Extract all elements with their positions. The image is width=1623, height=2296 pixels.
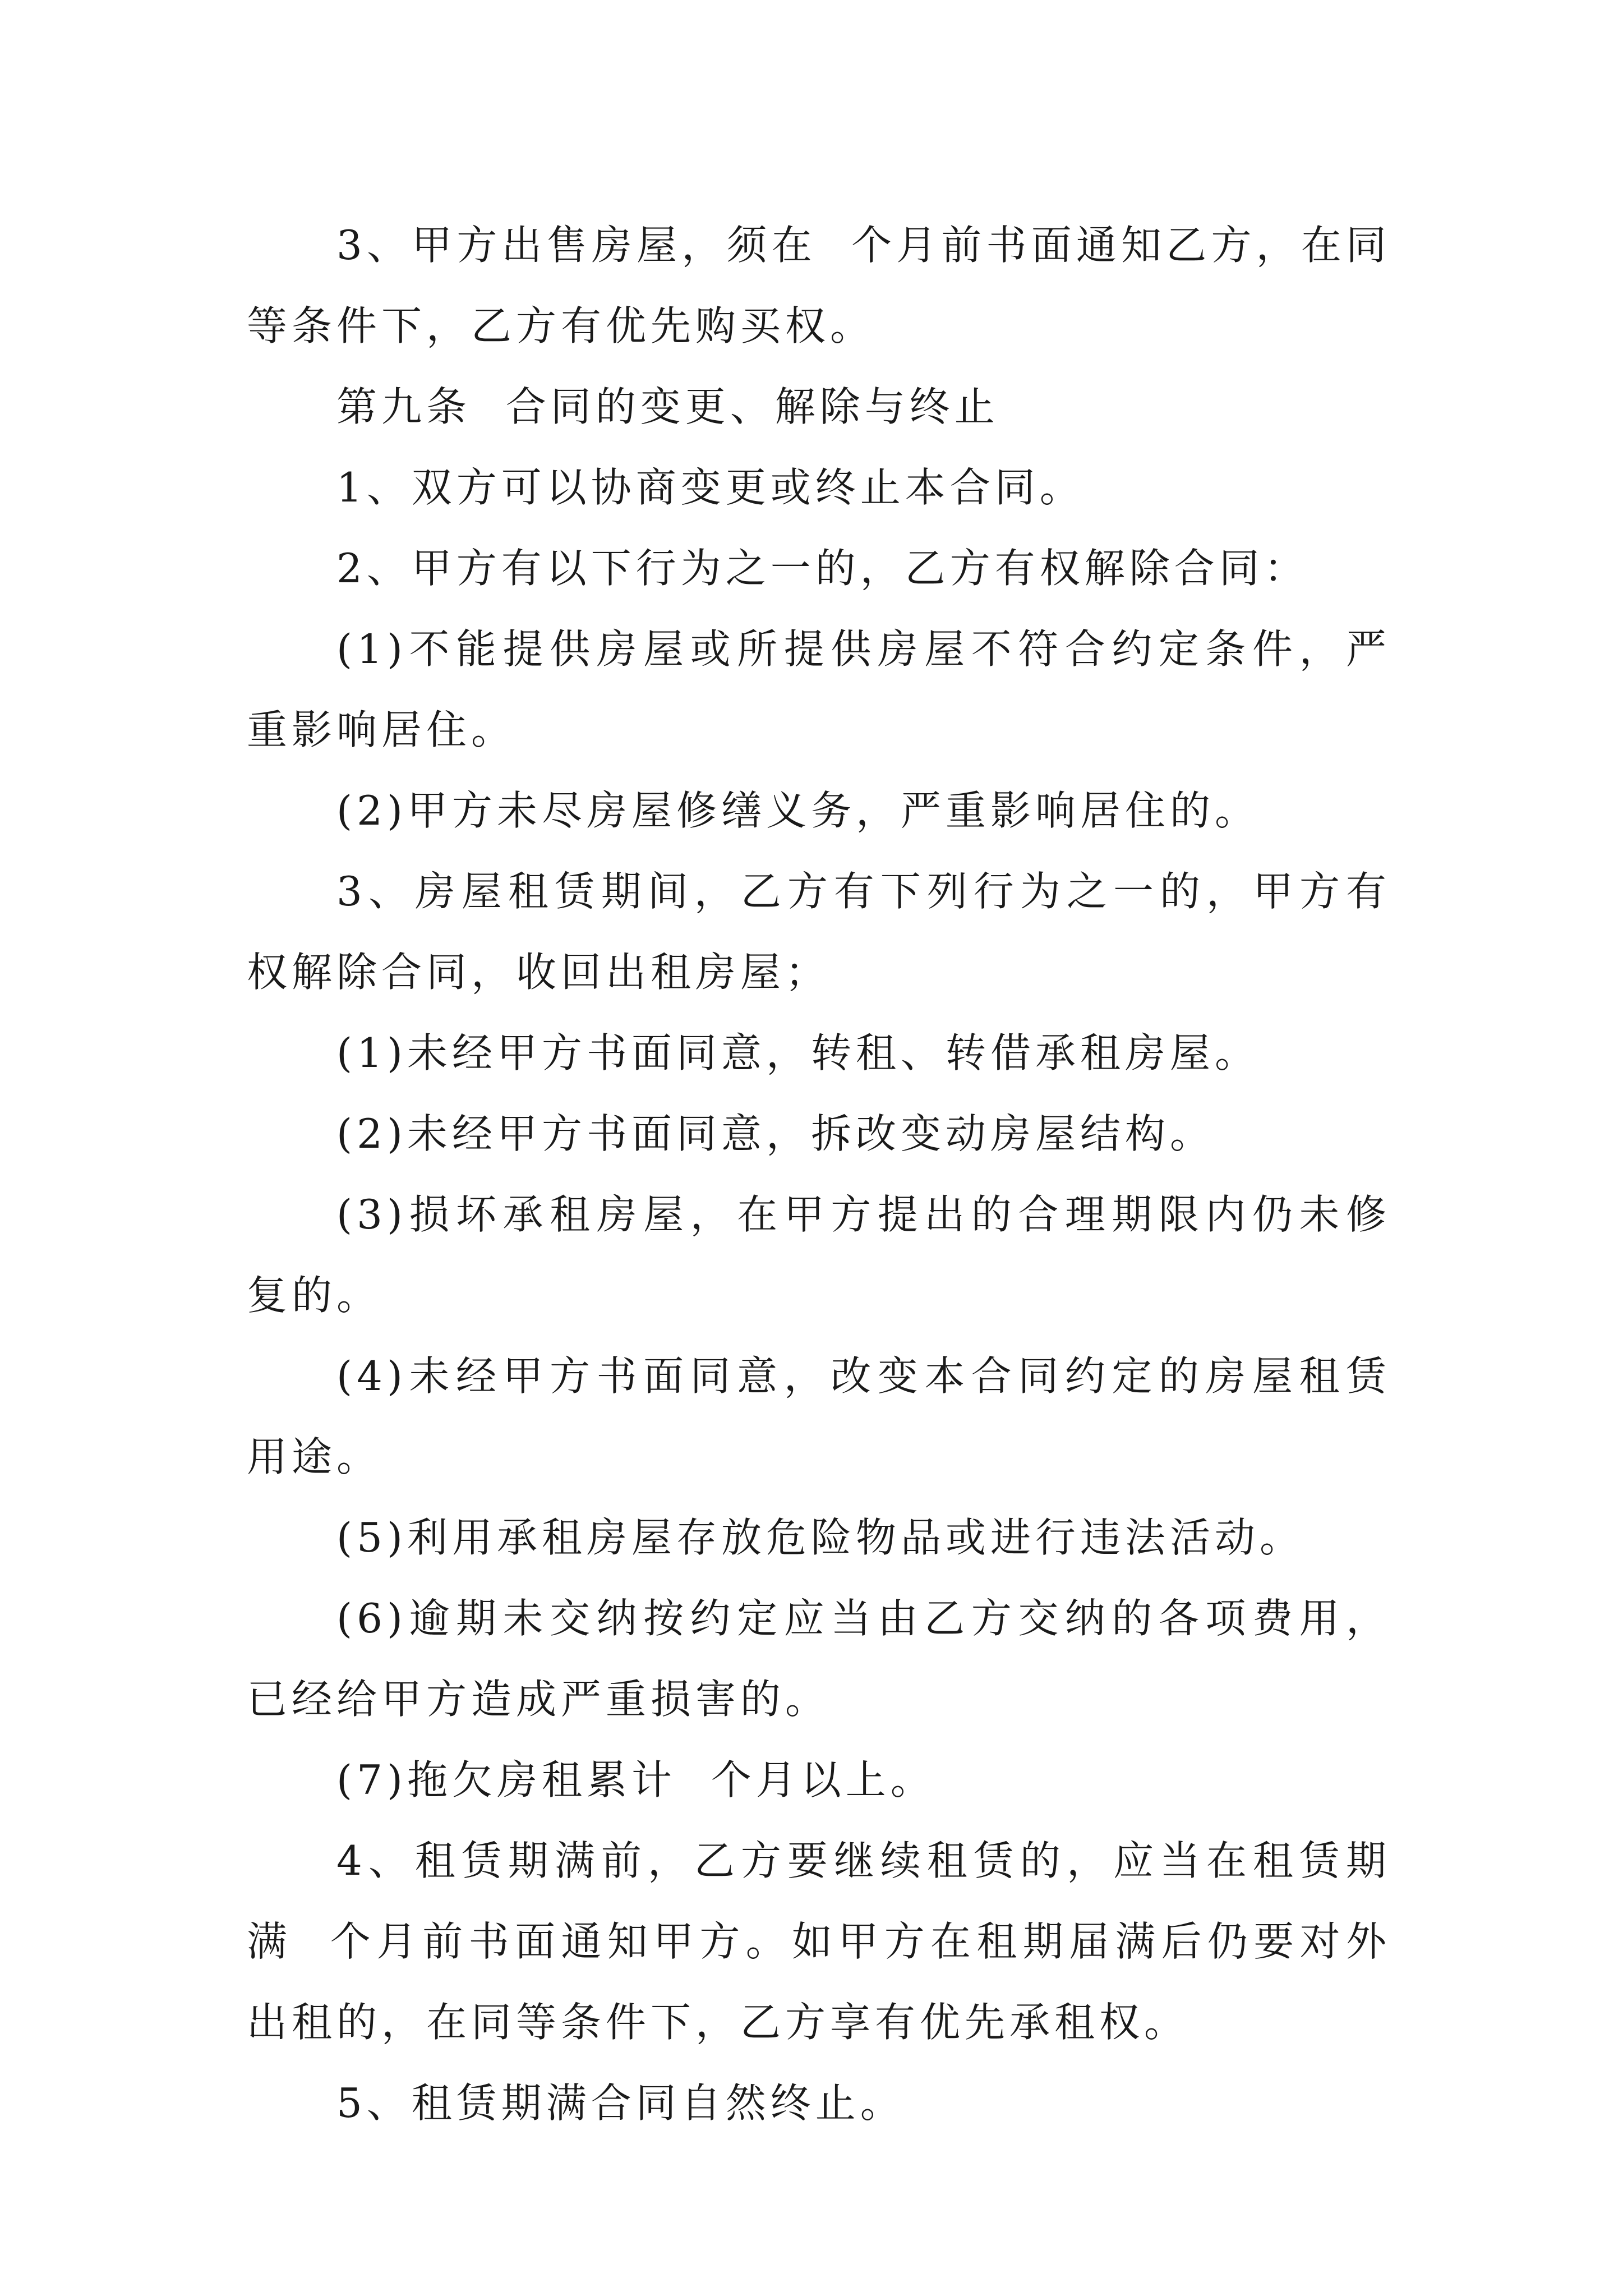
clause-9-2-paragraph: 2、甲方有以下行为之一的，乙方有权解除合同： bbox=[336, 545, 1309, 592]
clause-9-3-item-4: (4)未经甲方书面同意，改变本合同约定的房屋租赁用途。 bbox=[247, 1352, 1391, 1480]
clause-9-2-item-2: (2)甲方未尽房屋修缮义务，严重影响居住的。 bbox=[336, 787, 1260, 834]
clause-9-3-item-1: (1)未经甲方书面同意，转租、转借承租房屋。 bbox=[336, 1029, 1260, 1076]
clause-9-3-paragraph: 3、房屋租赁期间，乙方有下列行为之一的，甲方有权解除合同，收回出租房屋； bbox=[247, 868, 1391, 996]
clause-9-5-paragraph: 5、租赁期满合同自然终止。 bbox=[336, 2079, 905, 2127]
clause-9-2-item-1: (1)不能提供房屋或所提供房屋不符合约定条件，严重影响居住。 bbox=[247, 625, 1391, 753]
clause-9-4-paragraph: 4、租赁期满前，乙方要继续租赁的，应当在租赁期满 个月前书面通知甲方。如甲方在租期届满后仍要对外出租的，在同等条件下，乙方享有优先承租权。 bbox=[247, 1837, 1391, 2046]
clause-9-3-item-3: (3)损坏承租房屋，在甲方提出的合理期限内仍未修复的。 bbox=[247, 1191, 1391, 1319]
clause-9-1-paragraph: 1、双方可以协商变更或终止本合同。 bbox=[336, 464, 1085, 511]
clause-9-3-item-6: (6)逾期未交纳按约定应当由乙方交纳的各项费用，已经给甲方造成严重损害的。 bbox=[247, 1595, 1391, 1723]
clause-9-3-item-5: (5)利用承租房屋存放危险物品或进行违法活动。 bbox=[336, 1514, 1304, 1561]
document-page bbox=[247, 205, 1391, 2143]
clause-9-3-item-2: (2)未经甲方书面同意，拆改变动房屋结构。 bbox=[336, 1110, 1215, 1157]
clause-8-3-paragraph: 3、甲方出售房屋，须在 个月前书面通知乙方，在同等条件下，乙方有优先购买权。 bbox=[247, 222, 1391, 349]
article-9-heading: 第九条 合同的变更、解除与终止 bbox=[336, 383, 999, 430]
clause-9-3-item-7: (7)拖欠房租累计 个月以上。 bbox=[336, 1756, 935, 1803]
